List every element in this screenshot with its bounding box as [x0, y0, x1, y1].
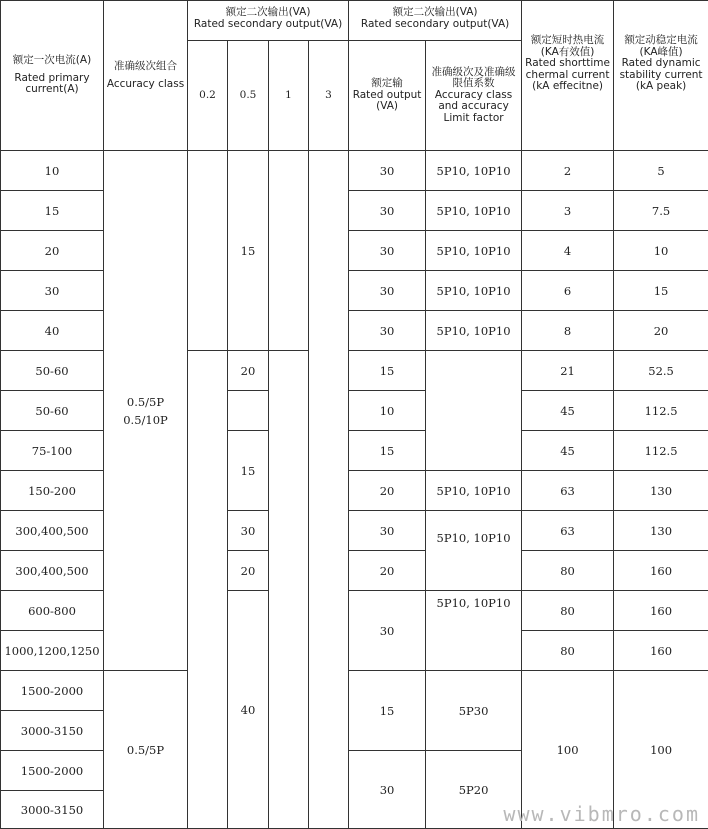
header-short-time-current: 额定短时热电流 (KA有效值) Rated shorttime chermal current (kA effecitne) [522, 1, 614, 151]
cell-class-0-5-output: 30 [228, 511, 269, 551]
cell-rated-output: 15 [349, 671, 426, 751]
cell-primary-current: 300,400,500 [1, 551, 104, 591]
cell-class-3-empty [309, 151, 349, 829]
cell-alf: 5P10, 10P10 [426, 151, 522, 191]
cell-alf: 5P10, 10P10 [426, 511, 522, 591]
cell-thermal-current: 100 [522, 671, 614, 829]
header-secondary-output-classes: 额定二次输出(VA) Rated secondary output(VA) [188, 1, 349, 41]
watermark: www.vibmro.com [503, 802, 700, 826]
cell-thermal-current: 45 [522, 391, 614, 431]
cell-dynamic-current: 112.5 [614, 431, 708, 471]
cell-dynamic-current: 160 [614, 591, 708, 631]
cell-dynamic-current: 5 [614, 151, 708, 191]
cell-dynamic-current: 20 [614, 311, 708, 351]
cell-primary-current: 50-60 [1, 391, 104, 431]
cell-accuracy-combo-b: 0.5/5P [104, 671, 188, 829]
cell-rated-output: 30 [349, 311, 426, 351]
cell-primary-current: 300,400,500 [1, 511, 104, 551]
header-primary-current: 额定一次电流(A) Rated primary current(A) [1, 1, 104, 151]
cell-primary-current: 50-60 [1, 351, 104, 391]
cell-dynamic-current: 52.5 [614, 351, 708, 391]
cell-primary-current: 20 [1, 231, 104, 271]
cell-thermal-current: 8 [522, 311, 614, 351]
header-class-0-2: 0.2 [188, 41, 228, 151]
cell-rated-output: 30 [349, 231, 426, 271]
cell-thermal-current: 80 [522, 551, 614, 591]
cell-dynamic-current: 15 [614, 271, 708, 311]
header-class-3: 3 [309, 41, 349, 151]
cell-rated-output: 20 [349, 471, 426, 511]
cell-class-0-2-empty-b [188, 351, 228, 829]
cell-rated-output: 30 [349, 591, 426, 671]
cell-thermal-current: 2 [522, 151, 614, 191]
header-secondary-output-protection: 额定二次输出(VA) Rated secondary output(VA) [349, 1, 522, 41]
cell-thermal-current: 63 [522, 471, 614, 511]
cell-primary-current: 3000-3150 [1, 711, 104, 751]
cell-rated-output: 20 [349, 551, 426, 591]
cell-class-0-5-empty [228, 391, 269, 431]
cell-alf-empty [426, 351, 522, 471]
cell-class-0-5-output: 15 [228, 431, 269, 511]
cell-rated-output: 30 [349, 511, 426, 551]
cell-rated-output: 30 [349, 271, 426, 311]
cell-primary-current: 3000-3150 [1, 791, 104, 829]
header-class-1: 1 [269, 41, 309, 151]
cell-primary-current: 1500-2000 [1, 751, 104, 791]
cell-primary-current: 15 [1, 191, 104, 231]
cell-primary-current: 30 [1, 271, 104, 311]
cell-dynamic-current: 7.5 [614, 191, 708, 231]
cell-alf: 5P10, 10P10 [426, 231, 522, 271]
header-rated-output: 额定输 Rated output (VA) [349, 41, 426, 151]
cell-class-0-5-output: 20 [228, 551, 269, 591]
cell-primary-current: 40 [1, 311, 104, 351]
cell-thermal-current: 45 [522, 431, 614, 471]
cell-dynamic-current: 160 [614, 631, 708, 671]
cell-class-1-empty-a [269, 151, 309, 351]
header-accuracy-class: 准确级次组合 Accuracy class [104, 1, 188, 151]
cell-rated-output: 30 [349, 191, 426, 231]
cell-class-1-empty-b [269, 351, 309, 829]
cell-alf: 5P10, 10P10 [426, 591, 522, 671]
cell-thermal-current: 4 [522, 231, 614, 271]
cell-rated-output: 10 [349, 391, 426, 431]
cell-class-0-5-output: 20 [228, 351, 269, 391]
cell-primary-current: 600-800 [1, 591, 104, 631]
cell-thermal-current: 6 [522, 271, 614, 311]
cell-class-0-5-output: 40 [228, 591, 269, 829]
cell-class-0-2-empty-a [188, 151, 228, 351]
cell-accuracy-combo-a: 0.5/5P 0.5/10P [104, 151, 188, 671]
cell-thermal-current: 21 [522, 351, 614, 391]
cell-rated-output: 15 [349, 351, 426, 391]
cell-alf: 5P10, 10P10 [426, 471, 522, 511]
header-accuracy-limit-factor: 准确级次及准确级限值系数 Accuracy class and accuracy Limit factor [426, 41, 522, 151]
cell-primary-current: 150-200 [1, 471, 104, 511]
cell-alf: 5P20 [426, 751, 522, 829]
cell-rated-output: 30 [349, 151, 426, 191]
cell-primary-current: 1500-2000 [1, 671, 104, 711]
cell-primary-current: 10 [1, 151, 104, 191]
cell-thermal-current: 63 [522, 511, 614, 551]
cell-dynamic-current: 10 [614, 231, 708, 271]
header-class-0-5: 0.5 [228, 41, 269, 151]
cell-thermal-current: 80 [522, 591, 614, 631]
cell-thermal-current: 3 [522, 191, 614, 231]
cell-rated-output: 15 [349, 431, 426, 471]
cell-dynamic-current: 112.5 [614, 391, 708, 431]
header-dynamic-current: 额定动稳定电流 (KA峰值) Rated dynamic stability current (kA peak) [614, 1, 708, 151]
cell-class-0-5-output: 15 [228, 151, 269, 351]
cell-rated-output: 30 [349, 751, 426, 829]
cell-primary-current: 75-100 [1, 431, 104, 471]
cell-dynamic-current: 130 [614, 471, 708, 511]
cell-thermal-current: 80 [522, 631, 614, 671]
cell-alf: 5P30 [426, 671, 522, 751]
cell-dynamic-current: 130 [614, 511, 708, 551]
cell-alf: 5P10, 10P10 [426, 271, 522, 311]
cell-dynamic-current: 100 [614, 671, 708, 829]
cell-primary-current: 1000,1200,1250 [1, 631, 104, 671]
cell-alf: 5P10, 10P10 [426, 191, 522, 231]
cell-dynamic-current: 160 [614, 551, 708, 591]
cell-alf: 5P10, 10P10 [426, 311, 522, 351]
